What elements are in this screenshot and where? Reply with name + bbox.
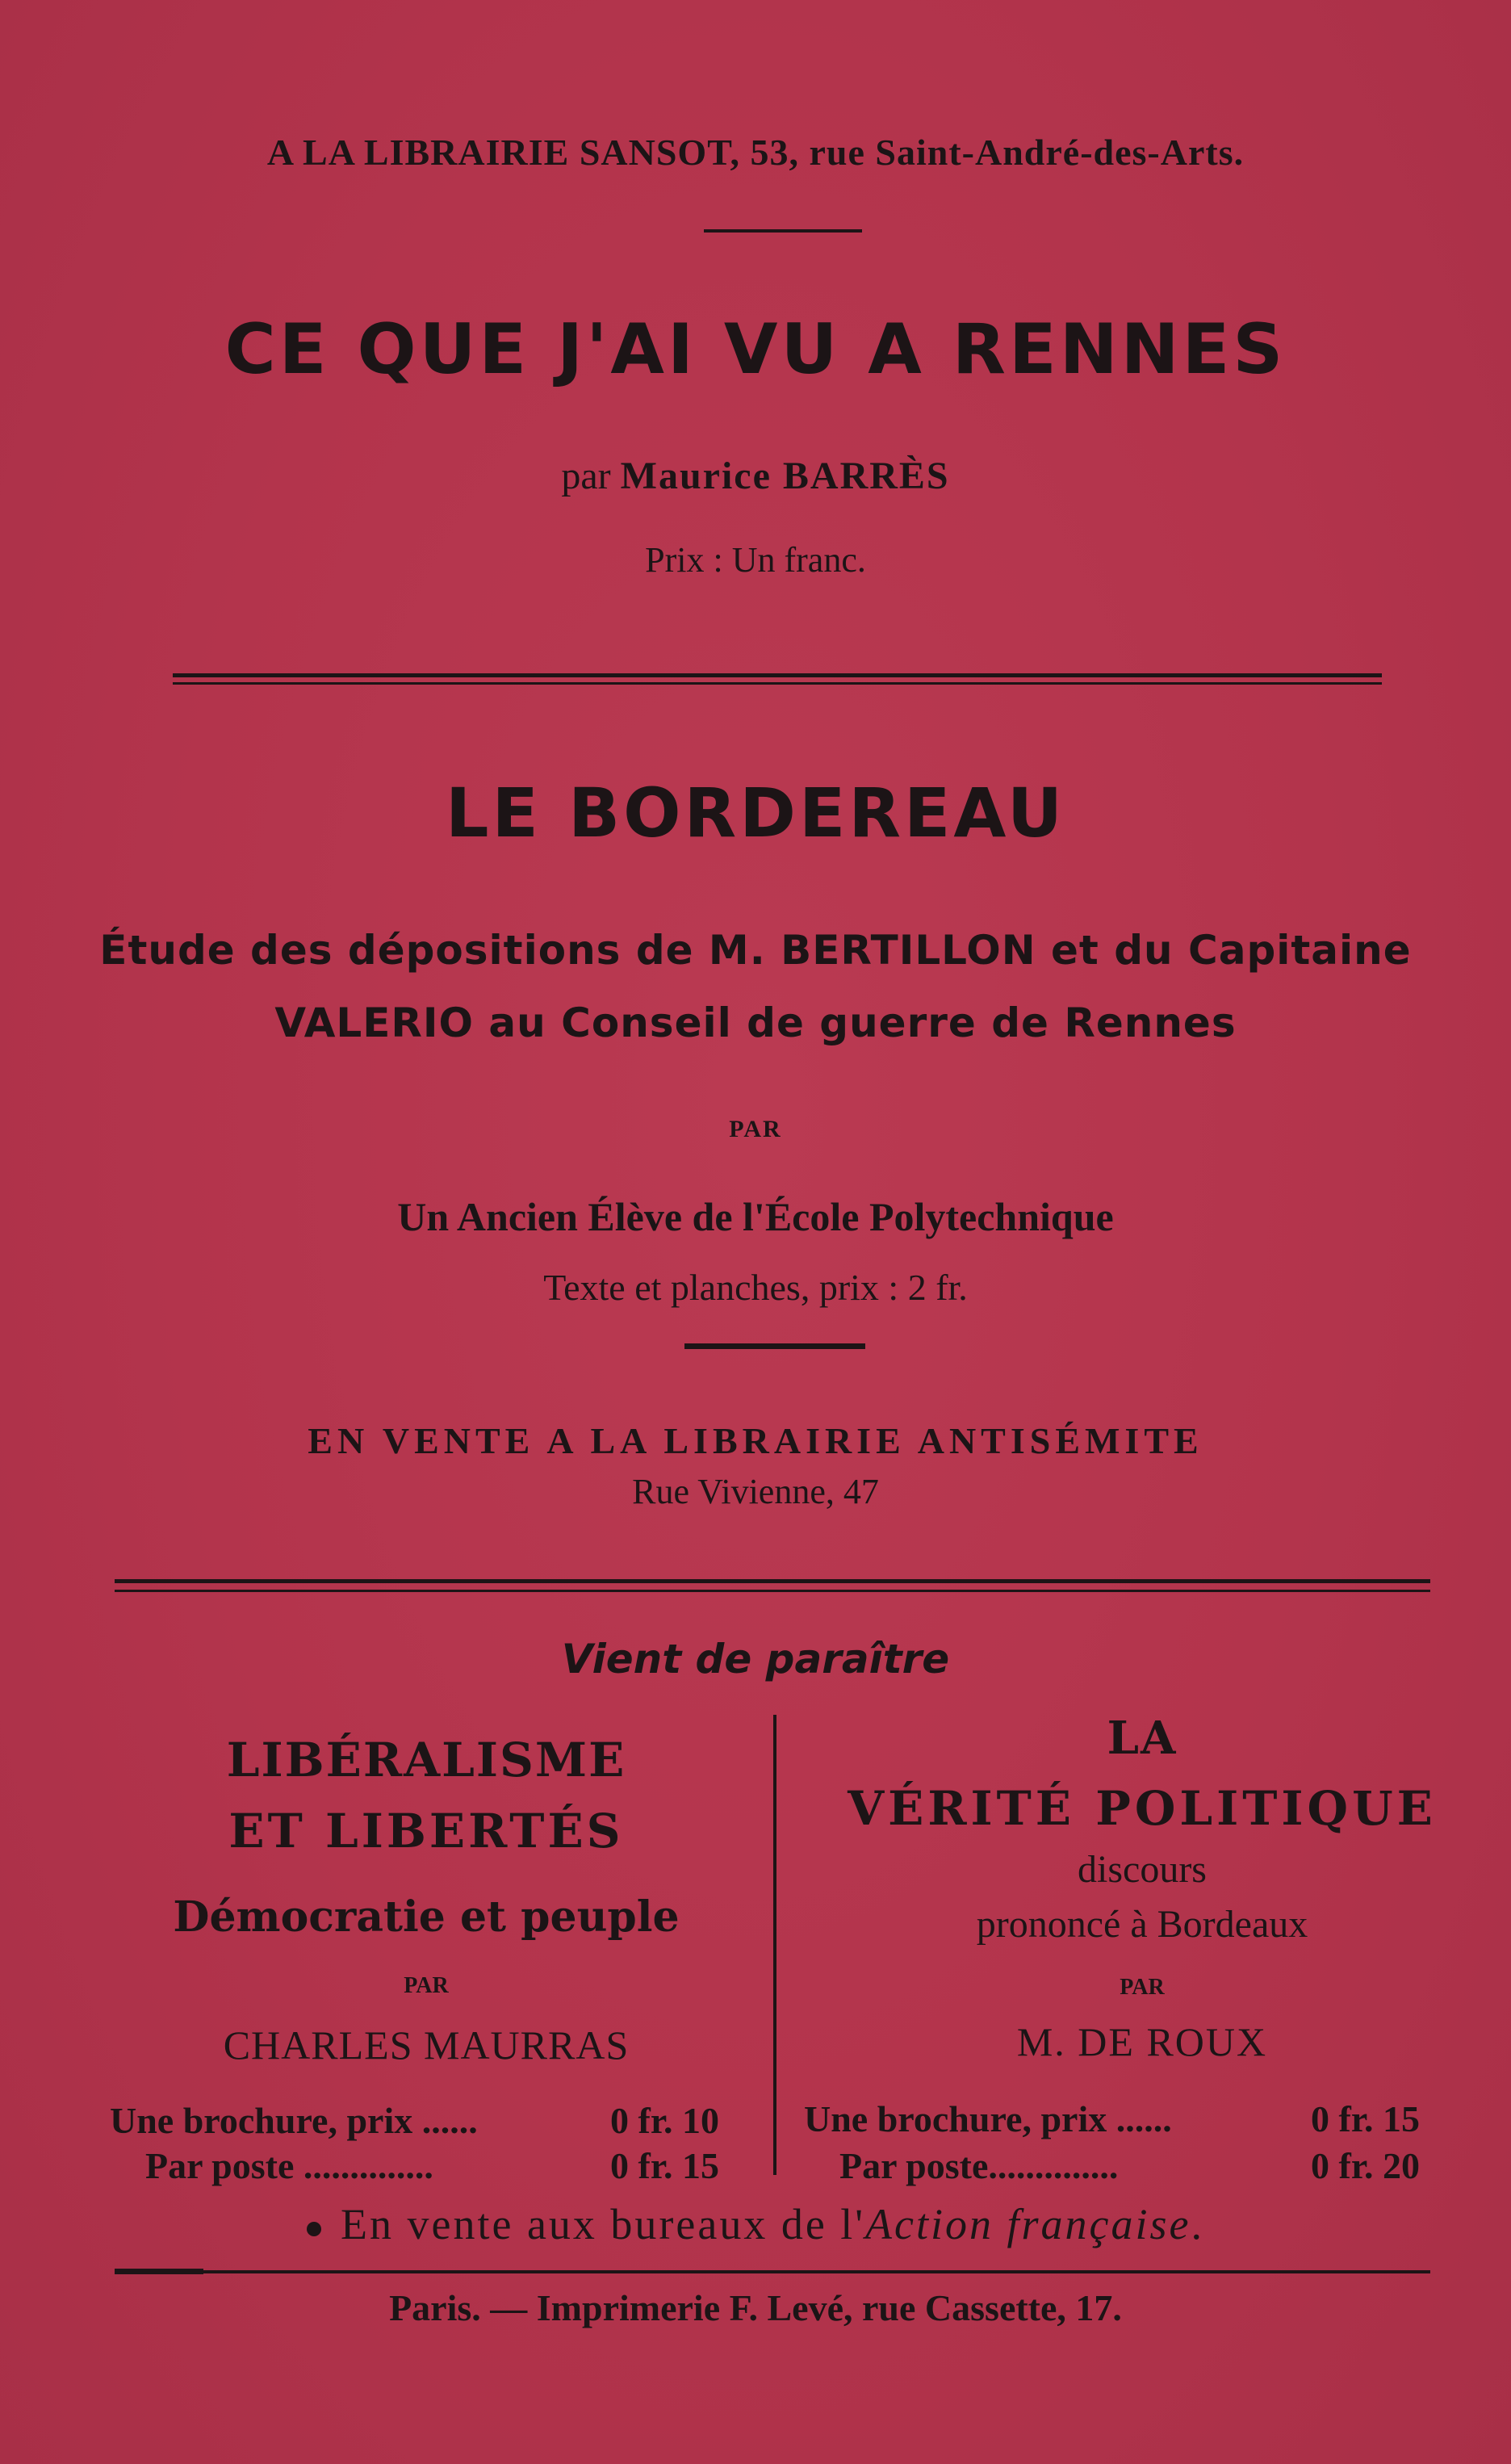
bullet-icon xyxy=(307,2222,321,2236)
book2-title: LE BORDEREAU xyxy=(445,773,1066,853)
book1-author: Maurice BARRÈS xyxy=(620,455,950,497)
left-row1-label: Une brochure, prix ...... xyxy=(110,2100,478,2141)
book2-subtitle-line1: Étude des dépositions de M. BERTILLON et du Capitaine xyxy=(99,927,1412,974)
right-row1-price: 0 fr. 15 xyxy=(1311,2098,1421,2139)
right-row2-label: Par poste.............. xyxy=(839,2145,1119,2186)
short-divider xyxy=(684,1343,865,1349)
sale-prefix: En vente aux bureaux de l' xyxy=(341,2200,866,2248)
sale-suffix: . xyxy=(1191,2200,1204,2248)
left-subtitle: Démocratie et peuple xyxy=(173,1892,680,1942)
book2-sale-line2: Rue Vivienne, 47 xyxy=(632,1472,879,1511)
left-par: PAR xyxy=(404,1973,449,1998)
book2-subtitle-line2: VALERIO au Conseil de guerre de Rennes xyxy=(274,999,1237,1046)
new-release-sale-line xyxy=(0,2199,1511,2249)
bookshop-address: A LA LIBRAIRIE SANSOT, 53, rue Saint-André-des-Arts. xyxy=(266,132,1245,173)
footer-divider-accent xyxy=(115,2269,203,2274)
right-line1: discours xyxy=(1078,1848,1207,1891)
right-row2-price: 0 fr. 20 xyxy=(1311,2145,1421,2186)
section-divider xyxy=(115,1579,1430,1592)
right-par: PAR xyxy=(1120,1975,1165,2000)
book2-par: PAR xyxy=(729,1116,782,1142)
book1-title: CE QUE J'AI VU A RENNES xyxy=(224,309,1287,390)
book2-sale-line1: EN VENTE A LA LIBRAIRIE ANTISÉMITE xyxy=(308,1420,1203,1461)
left-row2-price: 0 fr. 15 xyxy=(610,2145,720,2186)
left-author: CHARLES MAURRAS xyxy=(223,2022,630,2068)
sale-italic: Action française xyxy=(865,2200,1191,2248)
new-release-heading: Vient de paraître xyxy=(561,1636,950,1682)
short-divider xyxy=(704,229,862,233)
right-author: M. DE ROUX xyxy=(1016,2019,1268,2064)
section-divider xyxy=(173,673,1382,685)
left-title-line2: ET LIBERTÉS xyxy=(228,1804,624,1858)
left-row1-price: 0 fr. 10 xyxy=(610,2100,720,2141)
book1-price: Prix : Un franc. xyxy=(645,540,866,580)
book2-author: Un Ancien Élève de l'École Polytechnique xyxy=(397,1194,1114,1239)
book1-by-prefix: par xyxy=(561,455,611,497)
book1-byline xyxy=(0,454,1511,498)
printer-line: Paris. — Imprimerie F. Levé, rue Cassette, 17. xyxy=(389,2287,1122,2328)
footer-divider xyxy=(115,2270,1430,2273)
right-line2: prononcé à Bordeaux xyxy=(976,1903,1308,1946)
left-row2-label: Par poste .............. xyxy=(145,2145,433,2186)
right-title-line1: LA xyxy=(1107,1712,1178,1765)
right-title-line2: VÉRITÉ POLITIQUE xyxy=(848,1781,1437,1836)
left-title-line1: LIBÉRALISME xyxy=(226,1733,626,1787)
right-row1-label: Une brochure, prix ...... xyxy=(804,2098,1172,2139)
book2-price: Texte et planches, prix : 2 fr. xyxy=(543,1267,968,1308)
